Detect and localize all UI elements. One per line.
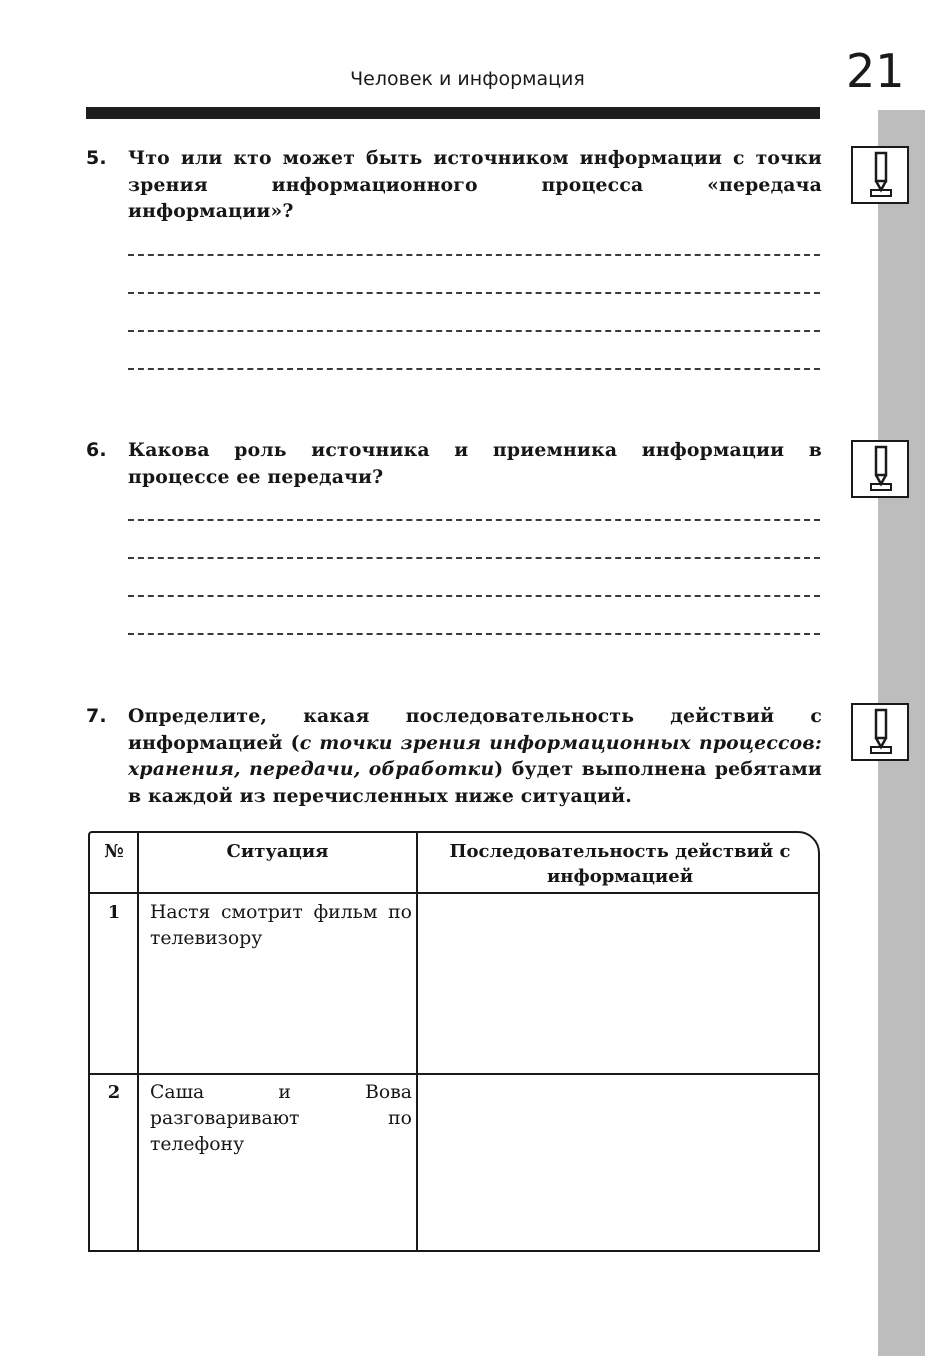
question-7	[86, 703, 822, 809]
answer-cell[interactable]	[420, 1076, 818, 1250]
row-situation: Саша и Вова разговаривают по телефону	[150, 1082, 412, 1155]
running-header-title: Человек и информация	[350, 68, 585, 90]
answer-cell[interactable]	[420, 895, 818, 1069]
row-number: 2	[107, 1082, 121, 1103]
table-divider	[90, 1073, 818, 1075]
question-text	[128, 703, 822, 809]
answer-line[interactable]	[128, 368, 820, 370]
pencil-write-icon	[851, 146, 909, 204]
answer-line[interactable]	[128, 557, 820, 559]
row-number: 1	[107, 902, 121, 923]
header-actions: Последовательность действий с информацией	[449, 841, 791, 887]
page-number: 21	[846, 44, 905, 98]
question-6	[86, 437, 822, 490]
row-situation: Настя смотрит фильм по телевизору	[150, 902, 412, 949]
table-divider	[137, 833, 139, 1250]
header-situation: Ситуация	[226, 841, 329, 862]
pencil-write-icon	[851, 440, 909, 498]
answer-line[interactable]	[128, 254, 820, 256]
table-divider	[90, 892, 818, 894]
answer-line[interactable]	[128, 330, 820, 332]
header-number: №	[104, 841, 124, 862]
header-rule	[86, 107, 820, 119]
question-number: 5.	[86, 147, 107, 169]
answer-line[interactable]	[128, 633, 820, 635]
answer-line[interactable]	[128, 595, 820, 597]
pencil-write-icon	[851, 703, 909, 761]
situations-table	[88, 831, 820, 1252]
answer-line[interactable]	[128, 519, 820, 521]
answer-line[interactable]	[128, 292, 820, 294]
table-divider	[416, 833, 418, 1250]
question-number: 6.	[86, 439, 107, 461]
question-number: 7.	[86, 705, 107, 727]
question-text-part: ) будет выполнена ребятами в каждой из перечисленных ниже ситуаций.	[128, 758, 822, 807]
question-text-part: Определите, какая последовательность действий с информацией (	[128, 705, 822, 754]
question-text-italic: с точки зрения информационных процессов: хранения, передачи, обработки	[128, 731, 822, 780]
question-5	[86, 145, 822, 225]
question-text: Какова роль источника и приемника информации в процессе ее передачи?	[128, 439, 822, 488]
question-text: Что или кто может быть источником информации с точки зрения информационного процесса «передача информации»?	[128, 147, 822, 222]
